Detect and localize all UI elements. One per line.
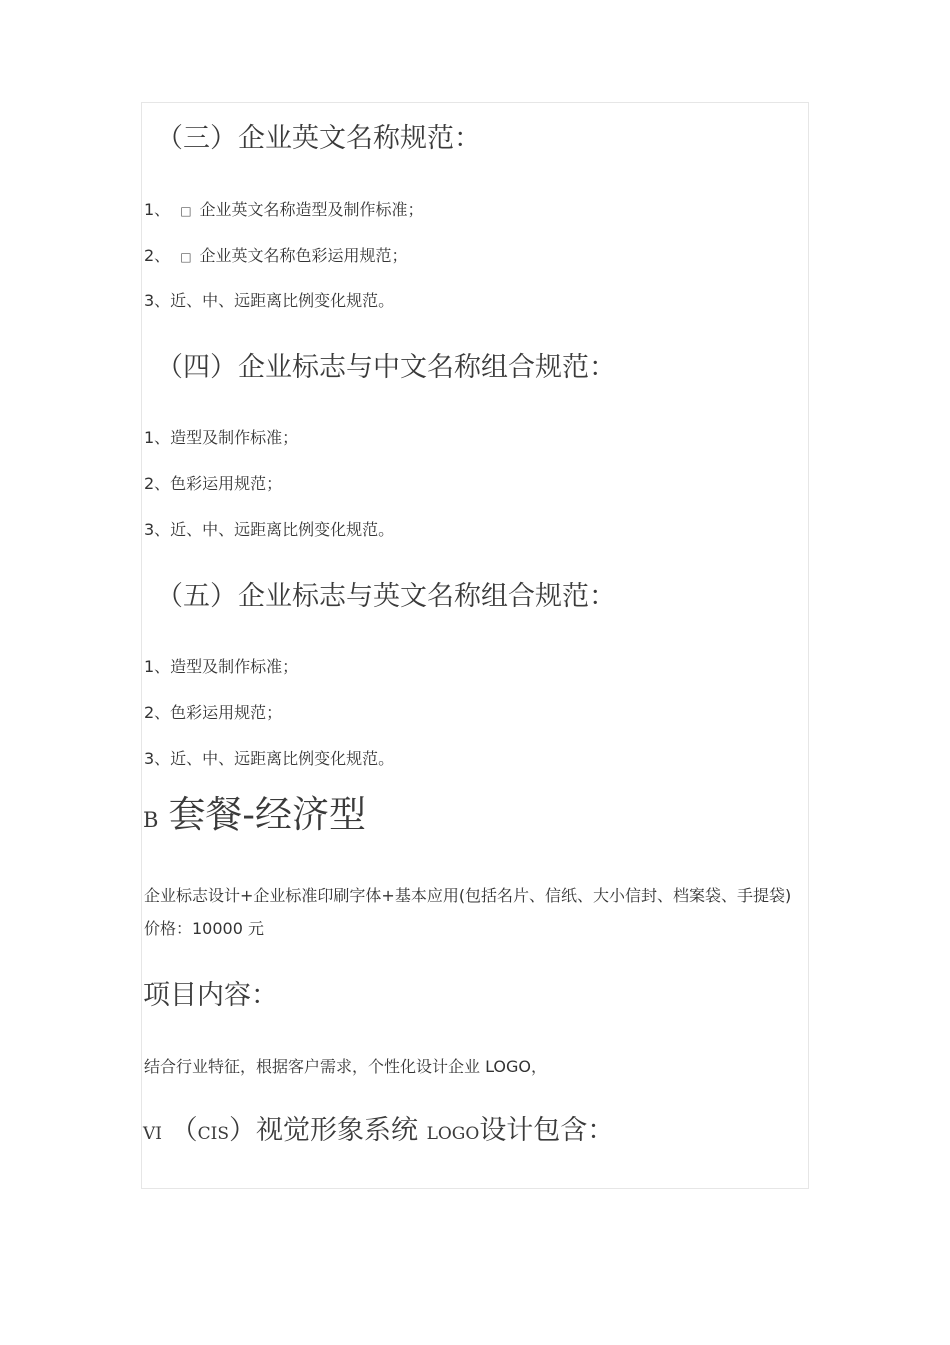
package-heading: [143, 793, 366, 842]
section-5-item-3: 3、近、中、远距离比例变化规范。: [144, 749, 395, 768]
checkbox-square-icon: □: [180, 204, 192, 218]
section-3-item-2: [144, 245, 408, 268]
section-3-item-1: [144, 199, 424, 222]
project-content-text: 结合行业特征，根据客户需求，个性化设计企业 LOGO，: [144, 1057, 548, 1076]
section-3-item-3: 3、近、中、远距离比例变化规范。: [144, 291, 395, 310]
section-4-item-3: 3、近、中、远距离比例变化规范。: [144, 520, 395, 539]
package-title: 套餐-经济型: [168, 793, 366, 836]
section-4-heading: [156, 350, 616, 386]
section-5-item-1: 1、造型及制作标准；: [144, 657, 299, 676]
item-prefix: 2、: [144, 246, 171, 265]
section-3-number: （三）: [156, 123, 237, 154]
logo-label: LOGO: [426, 1124, 480, 1144]
item-prefix: 1、: [144, 200, 171, 219]
section-4-item-2: 2、色彩运用规范；: [144, 474, 283, 493]
vi-design-label: 设计包含：: [479, 1115, 615, 1146]
package-letter: B: [143, 808, 159, 832]
section-4-item-1: 1、造型及制作标准；: [144, 428, 299, 447]
section-4-title: 企业标志与中文名称组合规范：: [238, 352, 616, 383]
checkbox-square-icon: □: [180, 250, 192, 264]
cis-label: CIS: [197, 1124, 229, 1144]
vi-open-paren: （: [170, 1115, 198, 1146]
section-4-number: （四）: [156, 352, 237, 383]
section-5-item-2: 2、色彩运用规范；: [144, 703, 283, 722]
vi-system-label: ）视觉形象系统: [228, 1115, 418, 1146]
section-5-title: 企业标志与英文名称组合规范：: [238, 581, 616, 612]
package-description: 企业标志设计+企业标准印刷字体+基本应用(包括名片、信纸、大小信封、档案袋、手提袋) 价格：10000 元: [144, 886, 792, 938]
section-5-number: （五）: [156, 581, 237, 612]
vi-heading: [143, 1113, 614, 1152]
section-5-heading: [156, 579, 616, 615]
section-3-heading: [156, 121, 481, 157]
item-text: 企业英文名称造型及制作标准；: [199, 200, 424, 219]
project-content-heading: 项目内容：: [143, 980, 278, 1011]
item-text: 企业英文名称色彩运用规范；: [199, 246, 408, 265]
vi-label: VI: [143, 1124, 162, 1144]
section-3-title: 企业英文名称规范：: [238, 123, 481, 154]
